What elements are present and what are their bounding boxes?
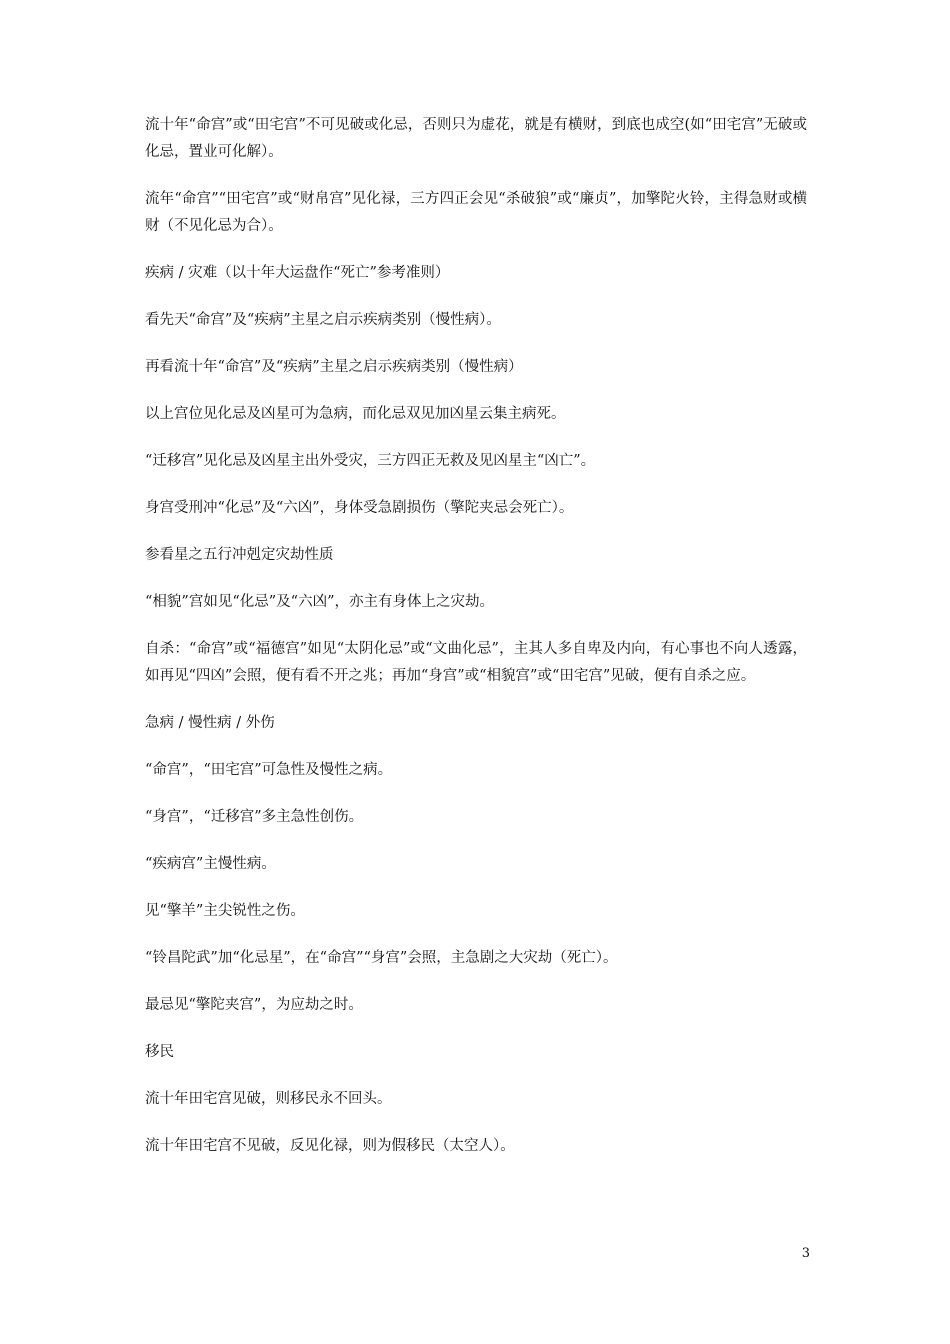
page-number: 3 xyxy=(801,1246,810,1261)
page-body xyxy=(145,112,807,1180)
paragraph: 流十年“命宫”或“田宅宫”不可见破或化忌，否则只为虚花，就是有横财，到底也成空(如“田宅宫”无破或化忌，置业可化解）。 xyxy=(145,117,807,160)
section-heading: 移民 xyxy=(145,1044,174,1060)
paragraph: 自杀：“命宫”或“福德宫”如见“太阴化忌”或“文曲化忌”，主其人多自卑及内向，有心事也不向人透露，如再见“四凶”会照，便有看不开之兆；再加“身宫”或“相貌宫”或“田宅宫”见破，便有自杀之应。 xyxy=(145,641,807,684)
paragraph: 流十年田宅宫不见破，反见化禄，则为假移民（太空人）。 xyxy=(145,1138,515,1154)
paragraph: “疾病宫”主慢性病。 xyxy=(145,856,276,872)
section-heading: 疾病 / 灾难（以十年大运盘作“死亡”参考准则） xyxy=(145,265,450,281)
paragraph: 以上宫位见化忌及凶星可为急病，而化忌双见加凶星云集主病死。 xyxy=(145,406,566,422)
paragraph: 身宫受刑冲“化忌”及“六凶”，身体受急剧损伤（擎陀夹忌会死亡）。 xyxy=(145,500,574,516)
paragraph: 流年“命宫”“田宅宫”或“财帛宫”见化禄，三方四正会见“杀破狼”或“廉贞”，加擎陀火铃，主得急财或横财（不见化忌为合）。 xyxy=(145,191,807,234)
paragraph: 流十年田宅宫见破，则移民永不回头。 xyxy=(145,1091,392,1107)
paragraph: “身宫”，“迁移宫”多主急性创伤。 xyxy=(145,809,364,825)
paragraph: “迁移宫”见化忌及凶星主出外受灾，三方四正无救及见凶星主“凶亡”。 xyxy=(145,453,596,469)
paragraph: 再看流十年“命宫”及“疾病”主星之启示疾病类别（慢性病） xyxy=(145,359,523,375)
paragraph: 见“擎羊”主尖锐性之伤。 xyxy=(145,903,305,919)
paragraph: 参看星之五行冲剋定灾劫性质 xyxy=(145,547,334,563)
paragraph: 看先天“命宫”及“疾病”主星之启示疾病类别（慢性病）。 xyxy=(145,312,501,328)
section-heading: 急病 / 慢性病 / 外伤 xyxy=(145,715,275,731)
paragraph: “命宫”，“田宅宫”可急性及慢性之病。 xyxy=(145,762,393,778)
paragraph: “铃昌陀武”加“化忌星”，在“命宫”“身宫”会照，主急剧之大灾劫（死亡）。 xyxy=(145,950,618,966)
paragraph: 最忌见“擎陀夹宫”，为应劫之时。 xyxy=(145,997,363,1013)
paragraph: “相貌”宫如见“化忌”及“六凶”，亦主有身体上之灾劫。 xyxy=(145,594,494,610)
